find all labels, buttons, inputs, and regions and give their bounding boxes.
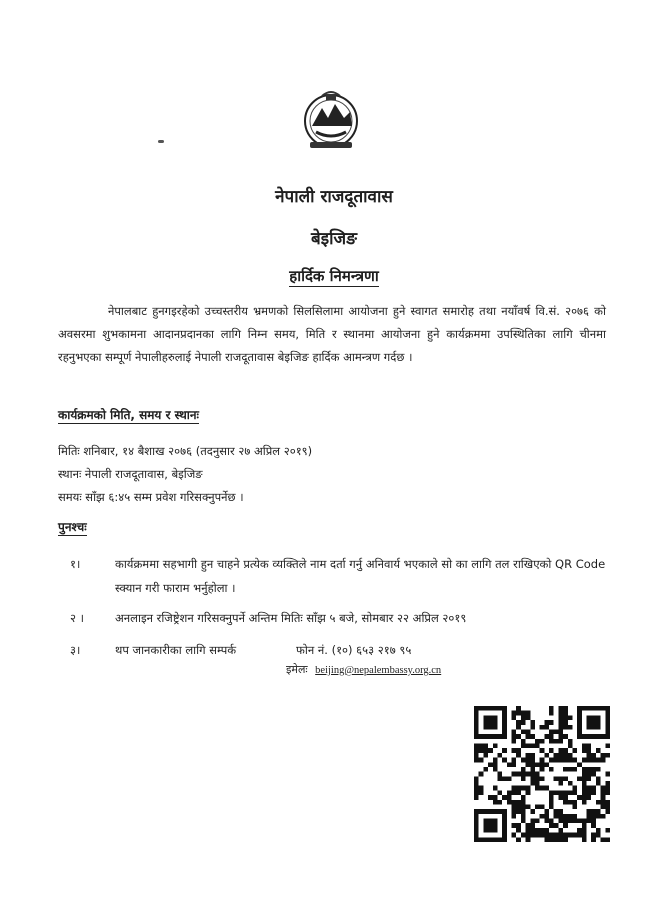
- note-item: [58, 638, 618, 664]
- contact-phone: फोन नं. (१०) ६५३ २१७ ९५: [296, 643, 412, 657]
- event-place: स्थानः नेपाली राजदूतावास, बेइजिङ: [58, 467, 203, 481]
- email-line: [286, 662, 441, 677]
- note-item: [58, 552, 618, 602]
- email-link[interactable]: beijing@nepalembassy.org.cn: [315, 665, 442, 676]
- event-date: मितिः शनिबार, १४ बैशाख २०७६ (तदनुसार २७ अप्रिल २०१९): [58, 444, 313, 458]
- embassy-title: नेपाली राजदूतावास: [275, 187, 393, 207]
- event-time: समयः साँझ ६:४५ सम्म प्रवेश गरिसक्नुपर्नेछ ।: [58, 490, 244, 504]
- registration-qr-code[interactable]: [474, 706, 610, 842]
- note-number: ३।: [70, 643, 81, 657]
- subject-title: हार्दिक निमन्त्रणा: [289, 267, 379, 285]
- invitation-paragraph: नेपालबाट हुनगइरहेको उच्चस्तरीय भ्रमणको सिलसिलामा आयोजना हुने स्वागत समारोह तथा नयाँवर्ष वि.सं. २०७६ को अवसरमा शुभकामना आदानप्रदानका लागि निम्न समय, मिति र स्थानमा आयोजना हुने कार्यक्रममा उपस्थितिका लागि चीनमा रहनुभएका सम्पूर्ण नेपालीहरुलाई नेपाली राजदूतावास बेइजिङ हार्दिक आमन्त्रण गर्दछ ।: [58, 304, 606, 364]
- notes-heading: पुनश्चः: [58, 520, 87, 534]
- note-text: अनलाइन रजिष्ट्रेशन गरिसक्नुपर्ने अन्तिम मितिः साँझ ५ बजे, सोमबार २२ अप्रिल २०१९: [115, 611, 467, 625]
- note-item: [58, 606, 618, 632]
- event-details: [58, 440, 312, 509]
- note-text: कार्यक्रममा सहभागी हुन चाहने प्रत्येक व्यक्तिले नाम दर्ता गर्नु अनिवार्य भएकाले सो का लागि तल राखिएको QR Code स्क्यान गरी फाराम भर्नुहोला ।: [115, 557, 606, 595]
- note-number: १।: [70, 557, 81, 571]
- nepal-emblem-icon: [300, 86, 362, 152]
- note-text: थप जानकारीका लागि सम्पर्क: [115, 643, 237, 657]
- note-number: २ ।: [70, 611, 84, 625]
- details-heading: कार्यक्रमको मिति, समय र स्थानः: [58, 408, 199, 422]
- email-label: इमेलः: [286, 663, 308, 676]
- city-title: बेइजिङ: [311, 229, 357, 249]
- scan-mark: [158, 140, 164, 143]
